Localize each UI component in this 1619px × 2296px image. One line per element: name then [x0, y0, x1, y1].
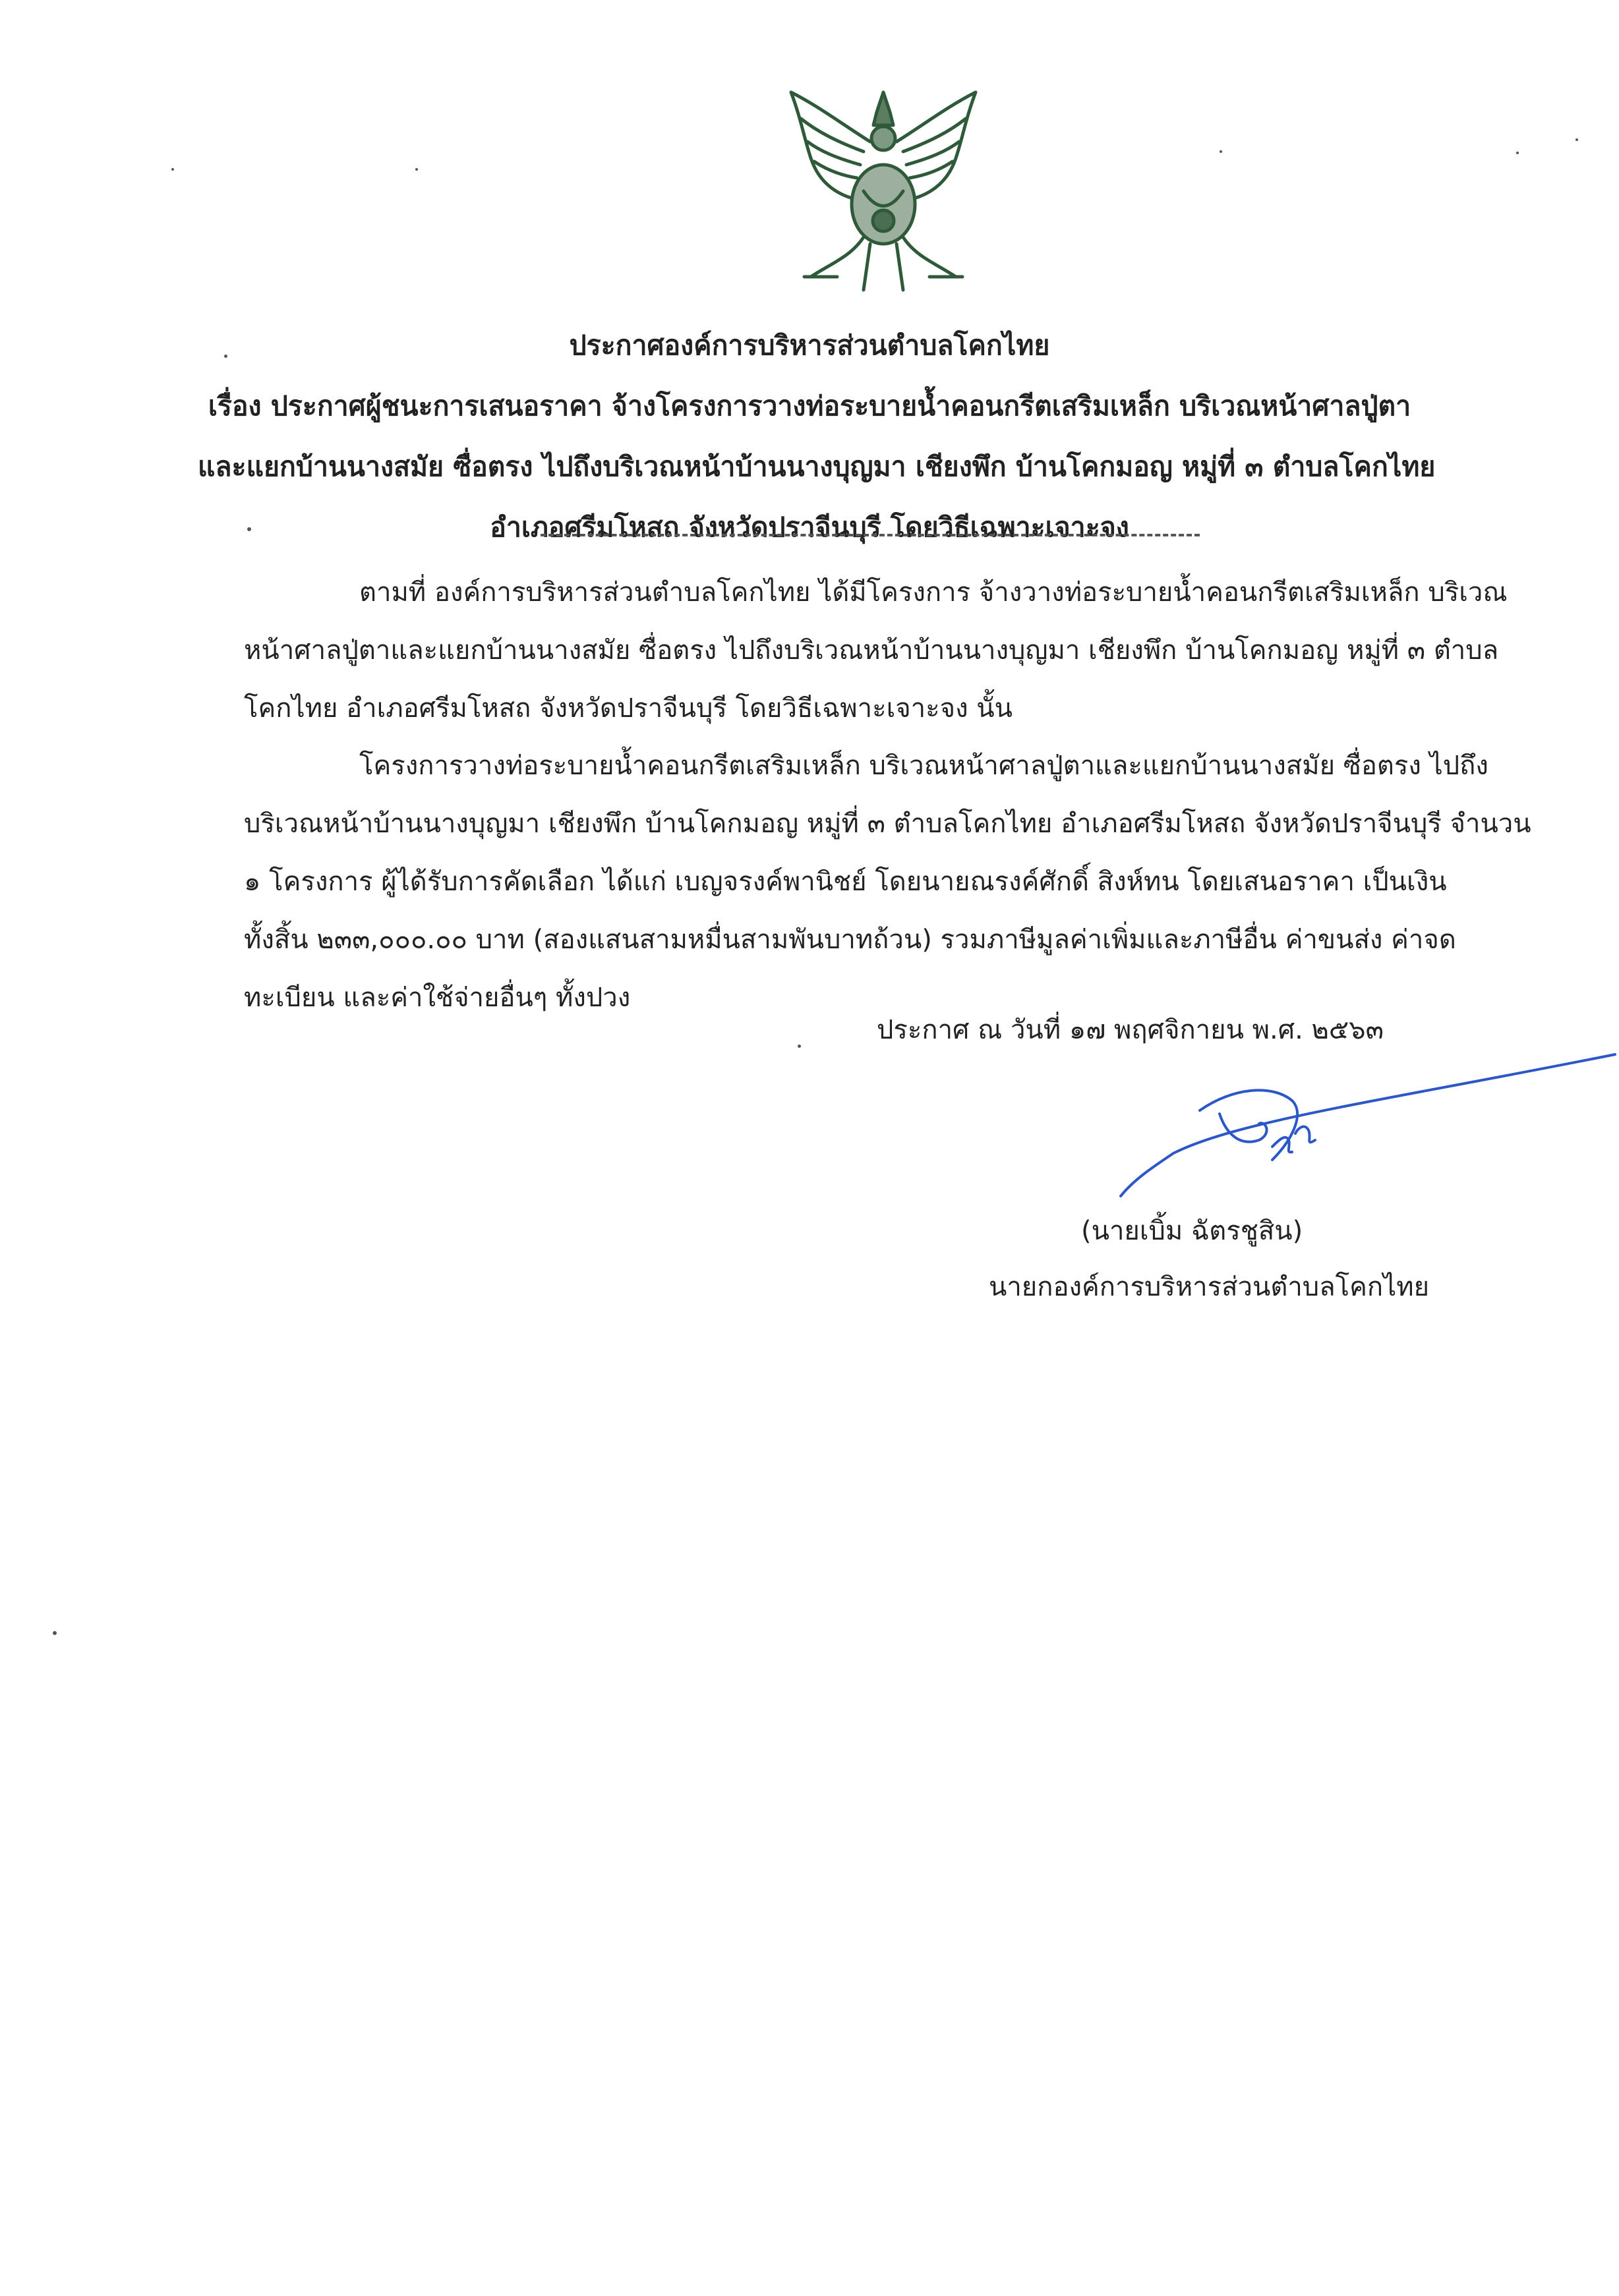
subject-line-3: อำเภอศรีมโหสถ จังหวัดปราจีนบุรี โดยวิธีเฉพาะเจาะจง	[490, 511, 1129, 543]
signer-title: นายกองค์การบริหารส่วนตำบลโคกไทย	[989, 1272, 1430, 1302]
announcement-header	[198, 315, 1436, 558]
paragraph-2-line-4: ทั้งสิ้น ๒๓๓,๐๐๐.๐๐ บาท (สองแสนสามหมื่นสามพันบาทถ้วน) รวมภาษีมูลค่าเพิ่มและภาษีอื่น ค่าขนส่ง ค่าจด	[244, 925, 1456, 955]
subject-line-1: เรื่อง ประกาศผู้ชนะการเสนอราคา จ้างโครงการวางท่อระบายน้ำคอนกรีตเสริมเหล็ก บริเวณหน้าศาลปู่ตา	[208, 390, 1411, 422]
paragraph-2-line-2: บริเวณหน้าบ้านนางบุญมา เชียงพึก บ้านโคกมอญ หมู่ที่ ๓ ตำบลโคกไทย อำเภอศรีมโหสถ จังหวัดปราจีนบุรี จำนวน	[244, 809, 1531, 839]
header-divider	[541, 534, 1200, 536]
paragraph-1-line-1: ตามที่ องค์การบริหารส่วนตำบลโคกไทย ได้มีโครงการ จ้างวางท่อระบายน้ำคอนกรีตเสริมเหล็ก บริเวณ	[359, 577, 1508, 608]
paragraph-1-line-3: โคกไทย อำเภอศรีมโหสถ จังหวัดปราจีนบุรี โดยวิธีเฉพาะเจาะจง นั้น	[244, 693, 1013, 724]
paragraph-2-line-5: ทะเบียน และค่าใช้จ่ายอื่นๆ ทั้งปวง	[244, 983, 631, 1013]
paragraph-2-line-3: ๑ โครงการ ผู้ได้รับการคัดเลือก ได้แก่ เบญจรงค์พานิชย์ โดยนายณรงค์ศักดิ์ สิงห์ทน โดยเสนอราคา เป็นเงิน	[244, 867, 1447, 897]
handwritten-signature	[1107, 1048, 1619, 1206]
announcement-date: ประกาศ ณ วันที่ ๑๗ พฤศจิกายน พ.ศ. ๒๕๖๓	[877, 1015, 1384, 1045]
body-paragraph-2	[244, 737, 1531, 1027]
body-paragraph-1	[244, 563, 1508, 737]
paragraph-1-line-2: หน้าศาลปู่ตาและแยกบ้านนางสมัย ซื่อตรง ไปถึงบริเวณหน้าบ้านนางบุญมา เชียงพึก บ้านโคกมอญ หมู่ที่ ๓ ตำบล	[244, 635, 1499, 666]
announcement-title: ประกาศองค์การบริหารส่วนตำบลโคกไทย	[569, 330, 1050, 361]
subject-line-2: และแยกบ้านนางสมัย ซื่อตรง ไปถึงบริเวณหน้าบ้านนางบุญมา เชียงพึก บ้านโคกมอญ หมู่ที่ ๓ ตำบลโคกไทย	[198, 451, 1436, 482]
paragraph-2-line-1: โครงการวางท่อระบายน้ำคอนกรีตเสริมเหล็ก บริเวณหน้าศาลปู่ตาและแยกบ้านนางสมัย ซื่อตรง ไปถึง	[359, 751, 1488, 781]
garuda-emblem-icon	[765, 79, 1002, 297]
signer-name: (นายเบิ้ม ฉัตรชูสิน)	[1081, 1216, 1303, 1246]
